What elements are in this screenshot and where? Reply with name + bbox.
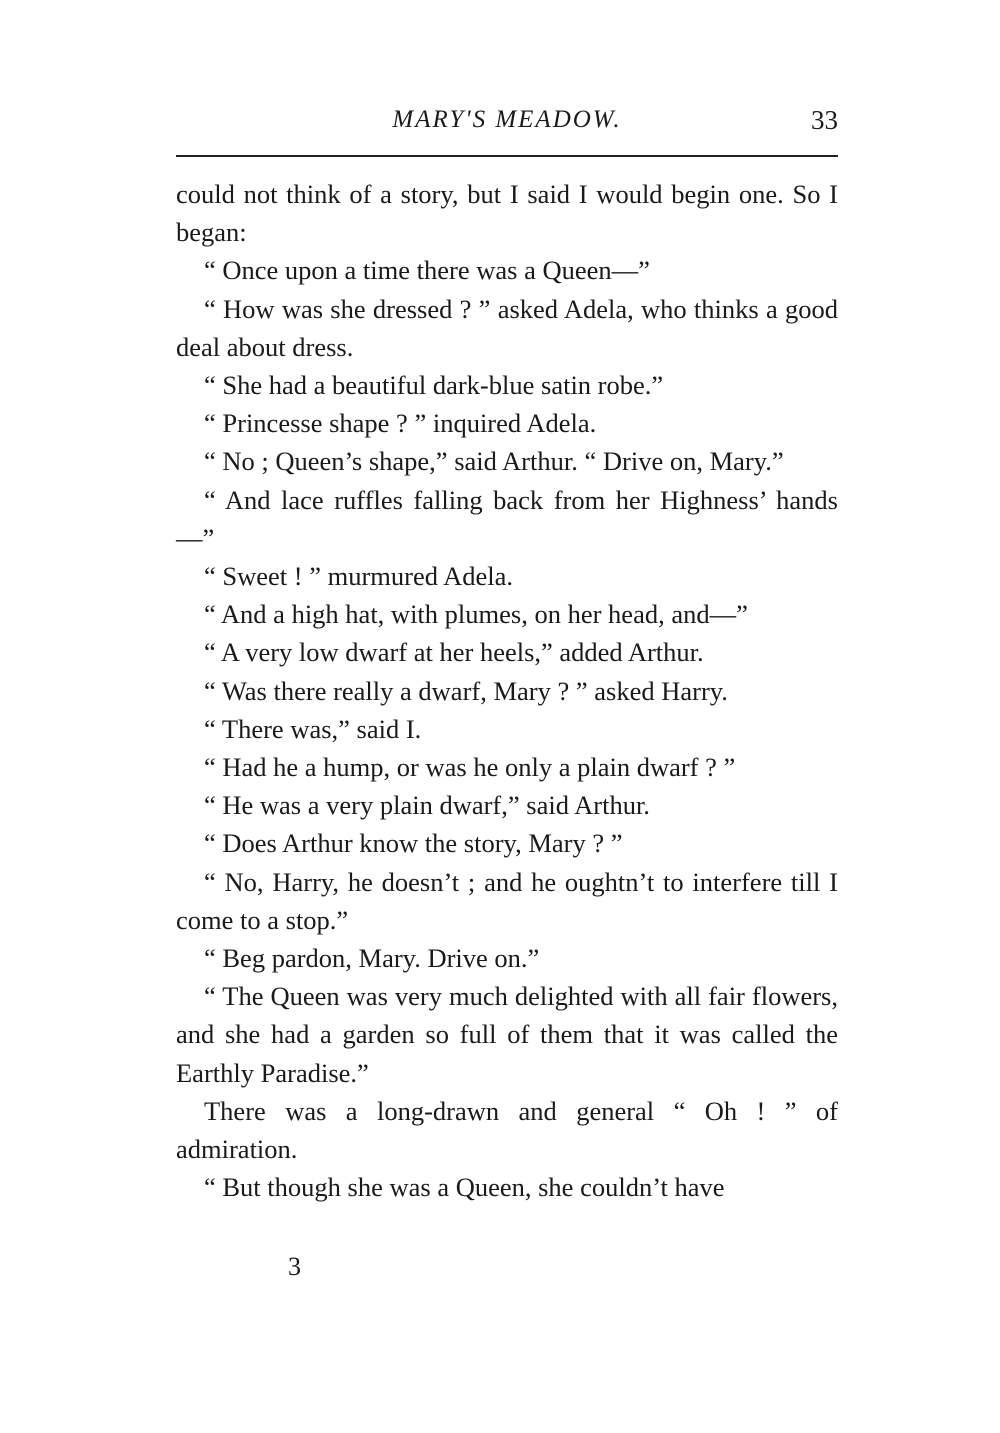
paragraph: could not think of a story, but I said I would begin one. So I began: <box>176 179 838 248</box>
paragraph: “ And a high hat, with plumes, on her head, and—” <box>204 599 748 630</box>
paragraph: “ No ; Queen’s shape,” said Arthur. “ Drive on, Mary.” <box>204 446 784 477</box>
paragraph: “ He was a very plain dwarf,” said Arthur. <box>204 790 650 821</box>
paragraph: “ How was she dressed ? ” asked Adela, who thinks a good deal about dress. <box>176 293 838 362</box>
paragraph: “ She had a beautiful dark-blue satin robe.” <box>204 370 664 401</box>
paragraph: “ The Queen was very much delighted with all fair flowers, and she had a garden so full of them that it was called the Earthly Paradise.” <box>176 981 838 1088</box>
paragraph: “ Sweet ! ” murmured Adela. <box>204 561 514 592</box>
paragraph: “ And lace ruffles falling back from her Highness’ hands—” <box>176 484 838 553</box>
running-head <box>176 100 838 140</box>
paragraph: “ Beg pardon, Mary. Drive on.” <box>204 943 540 974</box>
signature-mark: 3 <box>288 1252 301 1281</box>
paragraph: “ Does Arthur know the story, Mary ? ” <box>204 828 623 859</box>
paragraph: “ No, Harry, he doesn’t ; and he oughtn’t to interfere till I come to a stop.” <box>176 866 838 935</box>
paragraph: “ There was,” said I. <box>204 713 422 744</box>
paragraph: “ But though she was a Queen, she couldn’t have <box>204 1172 725 1203</box>
paragraph: “ Was there really a dwarf, Mary ? ” asked Harry. <box>204 675 728 706</box>
paragraph: “ A very low dwarf at her heels,” added Arthur. <box>204 637 704 668</box>
paragraph: “ Princesse shape ? ” inquired Adela. <box>204 408 597 439</box>
paragraph: “ Had he a hump, or was he only a plain dwarf ? ” <box>204 752 736 783</box>
header-rule <box>176 155 838 157</box>
paragraph: There was a long-drawn and general “ Oh ! ” of admiration. <box>176 1095 838 1165</box>
page-number: 33 <box>811 105 838 135</box>
running-title: MARY'S MEADOW. <box>392 106 622 133</box>
body-text <box>176 175 838 1206</box>
paragraph: “ Once upon a time there was a Queen—” <box>204 255 650 286</box>
